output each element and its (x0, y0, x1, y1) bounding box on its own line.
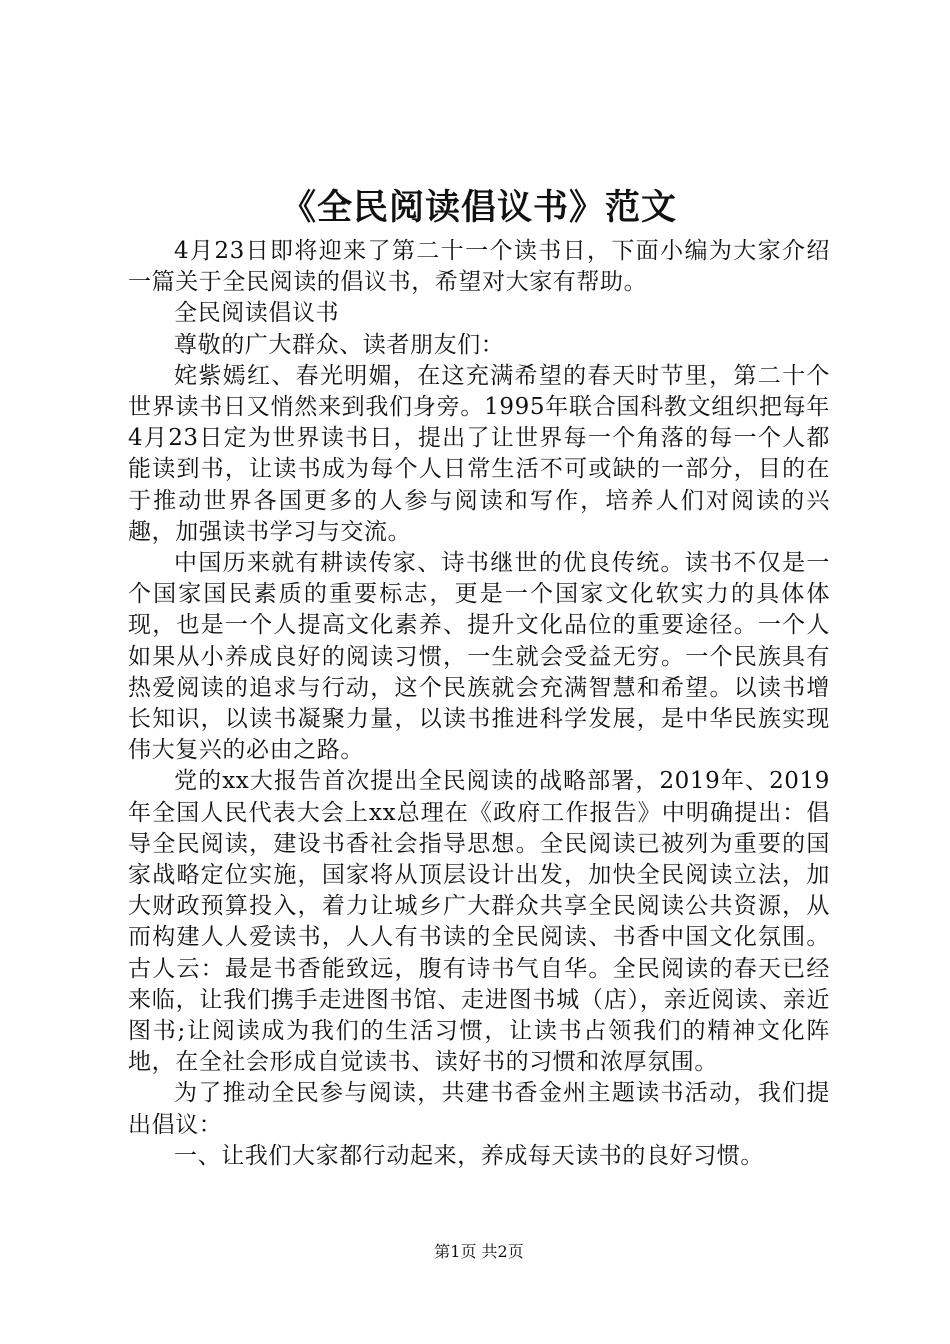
document-body (128, 236, 830, 1172)
paragraph-intro: 4月23日即将迎来了第二十一个读书日，下面小编为大家介绍一篇关于全民阅读的倡议书，希望对大家有帮助。 (128, 238, 830, 296)
paragraph-tradition: 中国历来就有耕读传家、诗书继世的优良传统。读书不仅是一个国家国民素质的重要标志，更是一个国家文化软实力的具体体现，也是一个人提高文化素养、提升文化品位的重要途径。一个人如果从小养成良好的阅读习惯，一生就会受益无穷。一个民族具有热爱阅读的追求与行动，这个民族就会充满智慧和希望。以读书增长知识，以读书凝聚力量，以读书推进科学发展，是中华民族实现伟大复兴的必由之路。 (128, 550, 830, 764)
paragraph-salutation: 尊敬的广大群众、读者朋友们： (174, 331, 505, 358)
document-page (128, 0, 830, 1344)
page-footer: 第1页 共2页 (434, 1242, 524, 1261)
document-title: 《全民阅读倡议书》范文 (280, 187, 677, 228)
paragraph-proposal-1: 一、让我们大家都行动起来，养成每天读书的良好习惯。 (174, 1142, 764, 1169)
paragraph-proposal-intro: 为了推动全民参与阅读，共建书香金州主题读书活动，我们提出倡议： (128, 1080, 830, 1138)
paragraph-national-strategy: 党的xx大报告首次提出全民阅读的战略部署，2019年、2019年全国人民代表大会上xx总理在《政府工作报告》中明确提出：倡导全民阅读，建设书香社会指导思想。全民阅读已被列为重要的国家战略定位实施，国家将从顶层设计出发，加快全民阅读立法，加大财政预算投入，着力让城乡广大群众共享全民阅读公共资源，从而构建人人爱读书，人人有书读的全民阅读、书香中国文化氛围。古人云：最是书香能致远，腹有诗书气自华。全民阅读的春天已经来临，让我们携手走进图书馆、走进图书城（店），亲近阅读、亲近图书;让阅读成为我们的生活习惯，让读书占领我们的精神文化阵地，在全社会形成自觉读书、读好书的习惯和浓厚氛围。 (128, 768, 830, 1076)
paragraph-heading: 全民阅读倡议书 (174, 300, 340, 327)
paragraph-world-book-day: 姹紫嫣红、春光明媚，在这充满希望的春天时节里，第二十个世界读书日又悄然来到我们身旁。1995年联合国科教文组织把每年4月23日定为世界读书日，提出了让世界每一个角落的每一个人都能读到书，让读书成为每个人日常生活不可或缺的一部分，目的在于推动世界各国更多的人参与阅读和写作，培养人们对阅读的兴趣，加强读书学习与交流。 (128, 362, 830, 545)
